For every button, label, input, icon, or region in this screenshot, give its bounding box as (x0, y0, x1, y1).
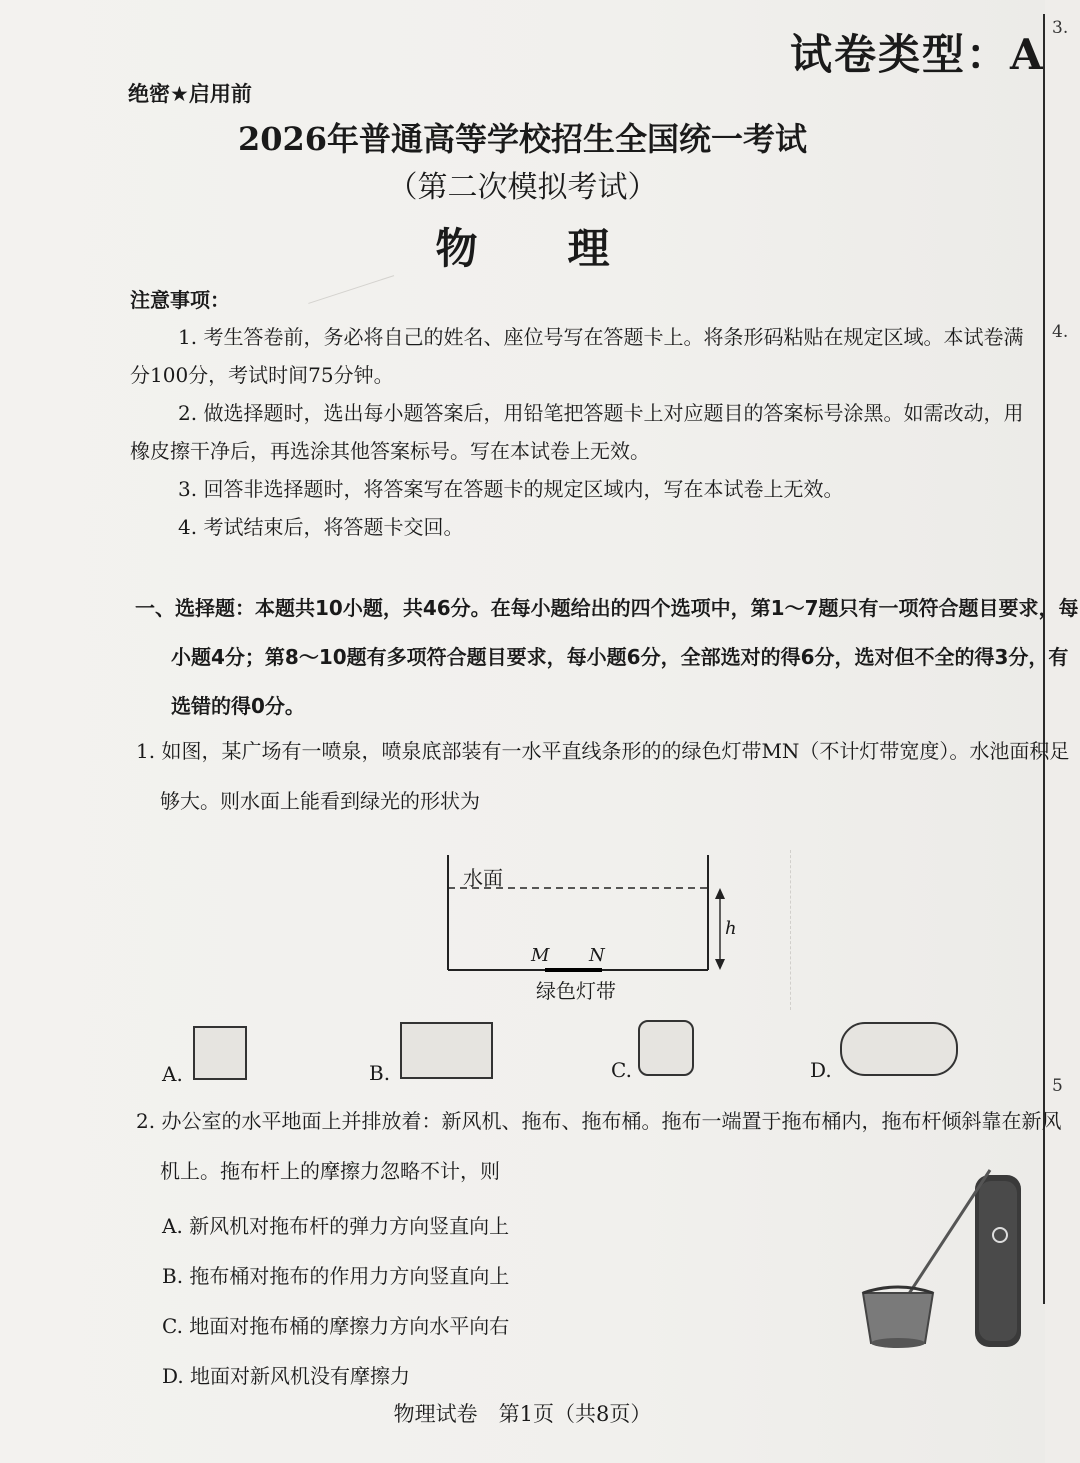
water-surface-label: 水面 (463, 866, 503, 890)
q1-option-d-label: D. (810, 1058, 832, 1082)
point-m-label: M (531, 945, 550, 966)
notes-list (130, 318, 1040, 546)
q1-option-c-label: C. (611, 1058, 632, 1082)
secrecy-label: 绝密★启用前 (128, 82, 252, 106)
q1-option-a-square (193, 1026, 247, 1080)
q1-option-b-label: B. (369, 1061, 391, 1085)
exam-subtitle: （第二次模拟考试） (387, 170, 658, 205)
q2-option-c: C. 地面对拖布桶的摩擦力方向水平向右 (162, 1314, 510, 1338)
note-item: 2. 做选择题时，选出每小题答案后，用铅笔把答题卡上对应题目的答案标号涂黑。如需改动，用橡皮擦干净后，再选涂其他答案标号。写在本试卷上无效。 (130, 401, 1024, 463)
next-page-question-mark: 3. (1052, 18, 1069, 38)
subject-title: 物理 (435, 224, 700, 273)
mop-scene-photo (855, 1165, 1035, 1355)
page-footer: 物理试卷 第1页（共8页） (393, 1402, 652, 1426)
question-1-text: 1. 如图，某广场有一喷泉，喷泉底部装有一水平直线条形的的绿色灯带MN（不计灯带宽度）。水池面积足够大。则水面上能看到绿光的形状为 (136, 739, 1070, 813)
next-page-question-mark: 5 (1052, 1076, 1063, 1096)
note-item: 4. 考试结束后，将答题卡交回。 (178, 515, 464, 539)
q2-option-a: A. 新风机对拖布杆的弹力方向竖直向上 (162, 1214, 510, 1238)
exam-title: 2026年普通高等学校招生全国统一考试 (237, 120, 808, 158)
q2-option-b: B. 拖布桶对拖布的作用力方向竖直向上 (162, 1264, 510, 1288)
section-one-instructions: 一、选择题：本题共10小题，共46分。在每小题给出的四个选项中，第1～7题只有一项符合题目要求，每小题4分；第8～10题有多项符合题目要求，每小题6分，全部选对的得6分，选对但不全的得3分，有选错的得0分。 (135, 596, 1079, 718)
note-item: 1. 考生答卷前，务必将自己的姓名、座位号写在答题卡上。将条形码粘贴在规定区域。本试卷满分100分，考试时间75分钟。 (130, 325, 1024, 387)
note-item: 3. 回答非选择题时，将答案写在答题卡的规定区域内，写在本试卷上无效。 (178, 477, 844, 501)
notes-heading: 注意事项： (130, 288, 230, 312)
bleed-through-mark (790, 850, 831, 1010)
paper-type-label: 试卷类型：A (790, 30, 1045, 79)
point-n-label: N (589, 945, 605, 966)
depth-label: h (725, 918, 737, 939)
q1-option-a-label: A. (162, 1062, 183, 1086)
light-strip-caption: 绿色灯带 (536, 979, 616, 1003)
question-2-text: 2. 办公室的水平地面上并排放着：新风机、拖布、拖布桶。拖布一端置于拖布桶内，拖布杆倾斜靠在新风机上。拖布杆上的摩擦力忽略不计，则 (136, 1109, 1062, 1183)
q1-option-d-stadium (840, 1022, 958, 1076)
q2-option-d: D. 地面对新风机没有摩擦力 (162, 1364, 411, 1388)
q1-option-c-rounded-square (638, 1020, 694, 1076)
next-page-question-mark: 4. (1052, 322, 1069, 342)
q1-option-b-rectangle (400, 1022, 493, 1079)
